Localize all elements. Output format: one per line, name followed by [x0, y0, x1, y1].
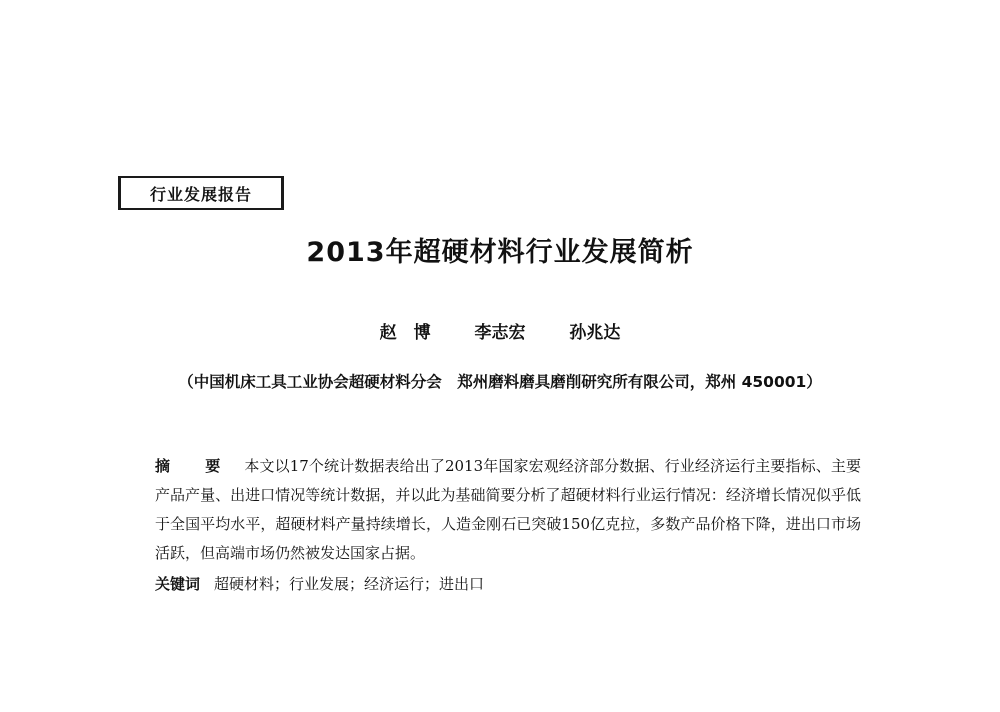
author-name: 李志宏 — [474, 323, 526, 343]
author-name: 孙兆达 — [569, 323, 621, 343]
abstract — [155, 452, 861, 568]
abstract-label: 摘 要 — [155, 457, 231, 475]
abstract-text: 本文以17个统计数据表给出了2013年国家宏观经济部分数据、行业经济运行主要指标、主要产品产量、出进口情况等统计数据，并以此为基础简要分析了超硬材料行业运行情况：经济增长情况似乎低于全国平均水平，超硬材料产量持续增长，人造金刚石已突破150亿克拉，多数产品价格下降，进出口市场活跃，但高端市场仍然被发达国家占据。 — [155, 457, 861, 562]
author-list — [0, 318, 1000, 343]
keywords — [155, 572, 861, 596]
author-name: 赵 博 — [379, 323, 431, 343]
keywords-text: 超硬材料；行业发展；经济运行；进出口 — [214, 575, 485, 593]
paper-title: 2013年超硬材料行业发展简析 — [306, 237, 694, 268]
author-affiliation: （中国机床工具工业协会超硬材料分会 郑州磨料磨具磨削研究所有限公司，郑州 450001） — [178, 373, 822, 391]
section-tag: 行业发展报告 — [118, 176, 284, 210]
keywords-label: 关键词 — [155, 575, 201, 593]
